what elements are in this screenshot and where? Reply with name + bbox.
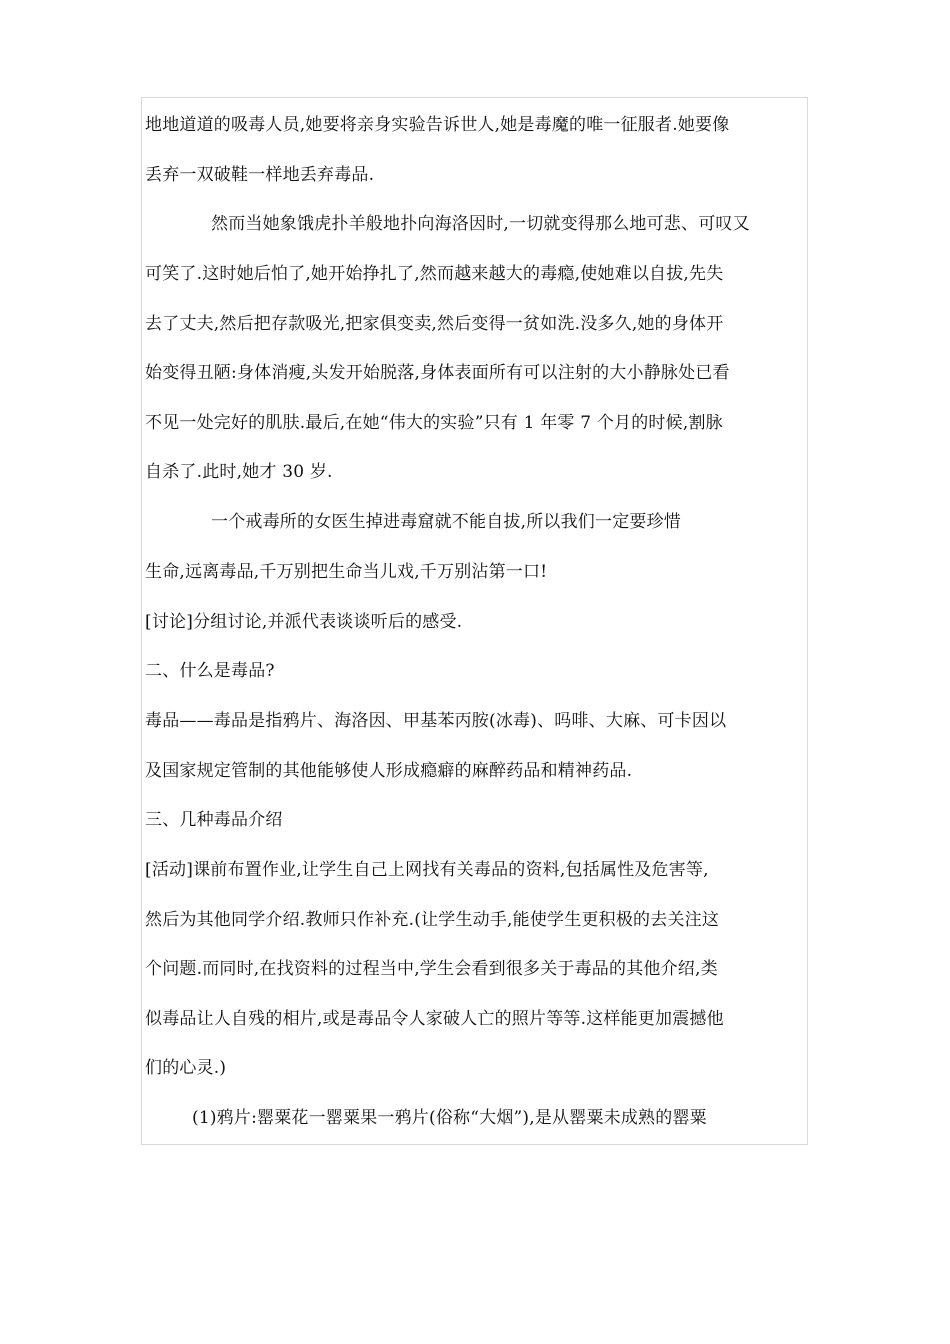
text-line: [讨论]分组讨论,并派代表谈谈听后的感受. bbox=[145, 612, 463, 632]
text-line: 去了丈夫,然后把存款吸光,把家俱变卖,然后变得一贫如洗.没多久,她的身体开 bbox=[145, 314, 724, 334]
text-line: 地地道道的吸毒人员,她要将亲身实验告诉世人,她是毒魔的唯一征服者.她要像 bbox=[145, 115, 730, 135]
text-line: 个问题.而同时,在找资料的过程当中,学生会看到很多关于毒品的其他介绍,类 bbox=[145, 959, 718, 979]
section-heading: 二、什么是毒品? bbox=[145, 661, 275, 681]
text-line: 不见一处完好的肌肤.最后,在她“伟大的实验”只有 1 年零 7 个月的时候,割脉 bbox=[145, 413, 723, 433]
text-line: 及国家规定管制的其他能够使人形成瘾癖的麻醉药品和精神药品. bbox=[145, 761, 633, 781]
text-line: 生命,远离毒品,千万别把生命当儿戏,千万别沾第一口! bbox=[145, 562, 548, 582]
text-line: 一个戒毒所的女医生掉进毒窟就不能自拔,所以我们一定要珍惜 bbox=[211, 512, 682, 532]
text-line: 自杀了.此时,她才 30 岁. bbox=[145, 462, 333, 482]
text-line: 然而当她象饿虎扑羊般地扑向海洛因时,一切就变得那么地可悲、可叹又 bbox=[211, 214, 750, 234]
text-line: 毒品——毒品是指鸦片、海洛因、甲基苯丙胺(冰毒)、吗啡、大麻、可卡因以 bbox=[145, 711, 727, 731]
text-line: 可笑了.这时她后怕了,她开始挣扎了,然而越来越大的毒瘾,使她难以自拔,先失 bbox=[145, 264, 724, 284]
text-line: [活动]课前布置作业,让学生自己上网找有关毒品的资料,包括属性及危害等, bbox=[145, 860, 709, 880]
text-line: 似毒品让人自残的相片,或是毒品令人家破人亡的照片等等.这样能更加震撼他 bbox=[145, 1009, 724, 1029]
text-line: 然后为其他同学介绍.教师只作补充.(让学生动手,能使学生更积极的去关注这 bbox=[145, 910, 720, 930]
text-line: 始变得丑陋:身体消瘦,头发开始脱落,身体表面所有可以注射的大小静脉处已看 bbox=[145, 363, 730, 383]
section-heading: 三、几种毒品介绍 bbox=[145, 810, 283, 830]
text-line: 们的心灵.) bbox=[145, 1058, 227, 1078]
text-line: 丢弃一双破鞋一样地丢弃毒品. bbox=[145, 165, 375, 185]
text-line: (1)鸦片:罂粟花一罂粟果一鸦片(俗称“大烟”),是从罂粟未成熟的罂粟 bbox=[192, 1108, 707, 1128]
